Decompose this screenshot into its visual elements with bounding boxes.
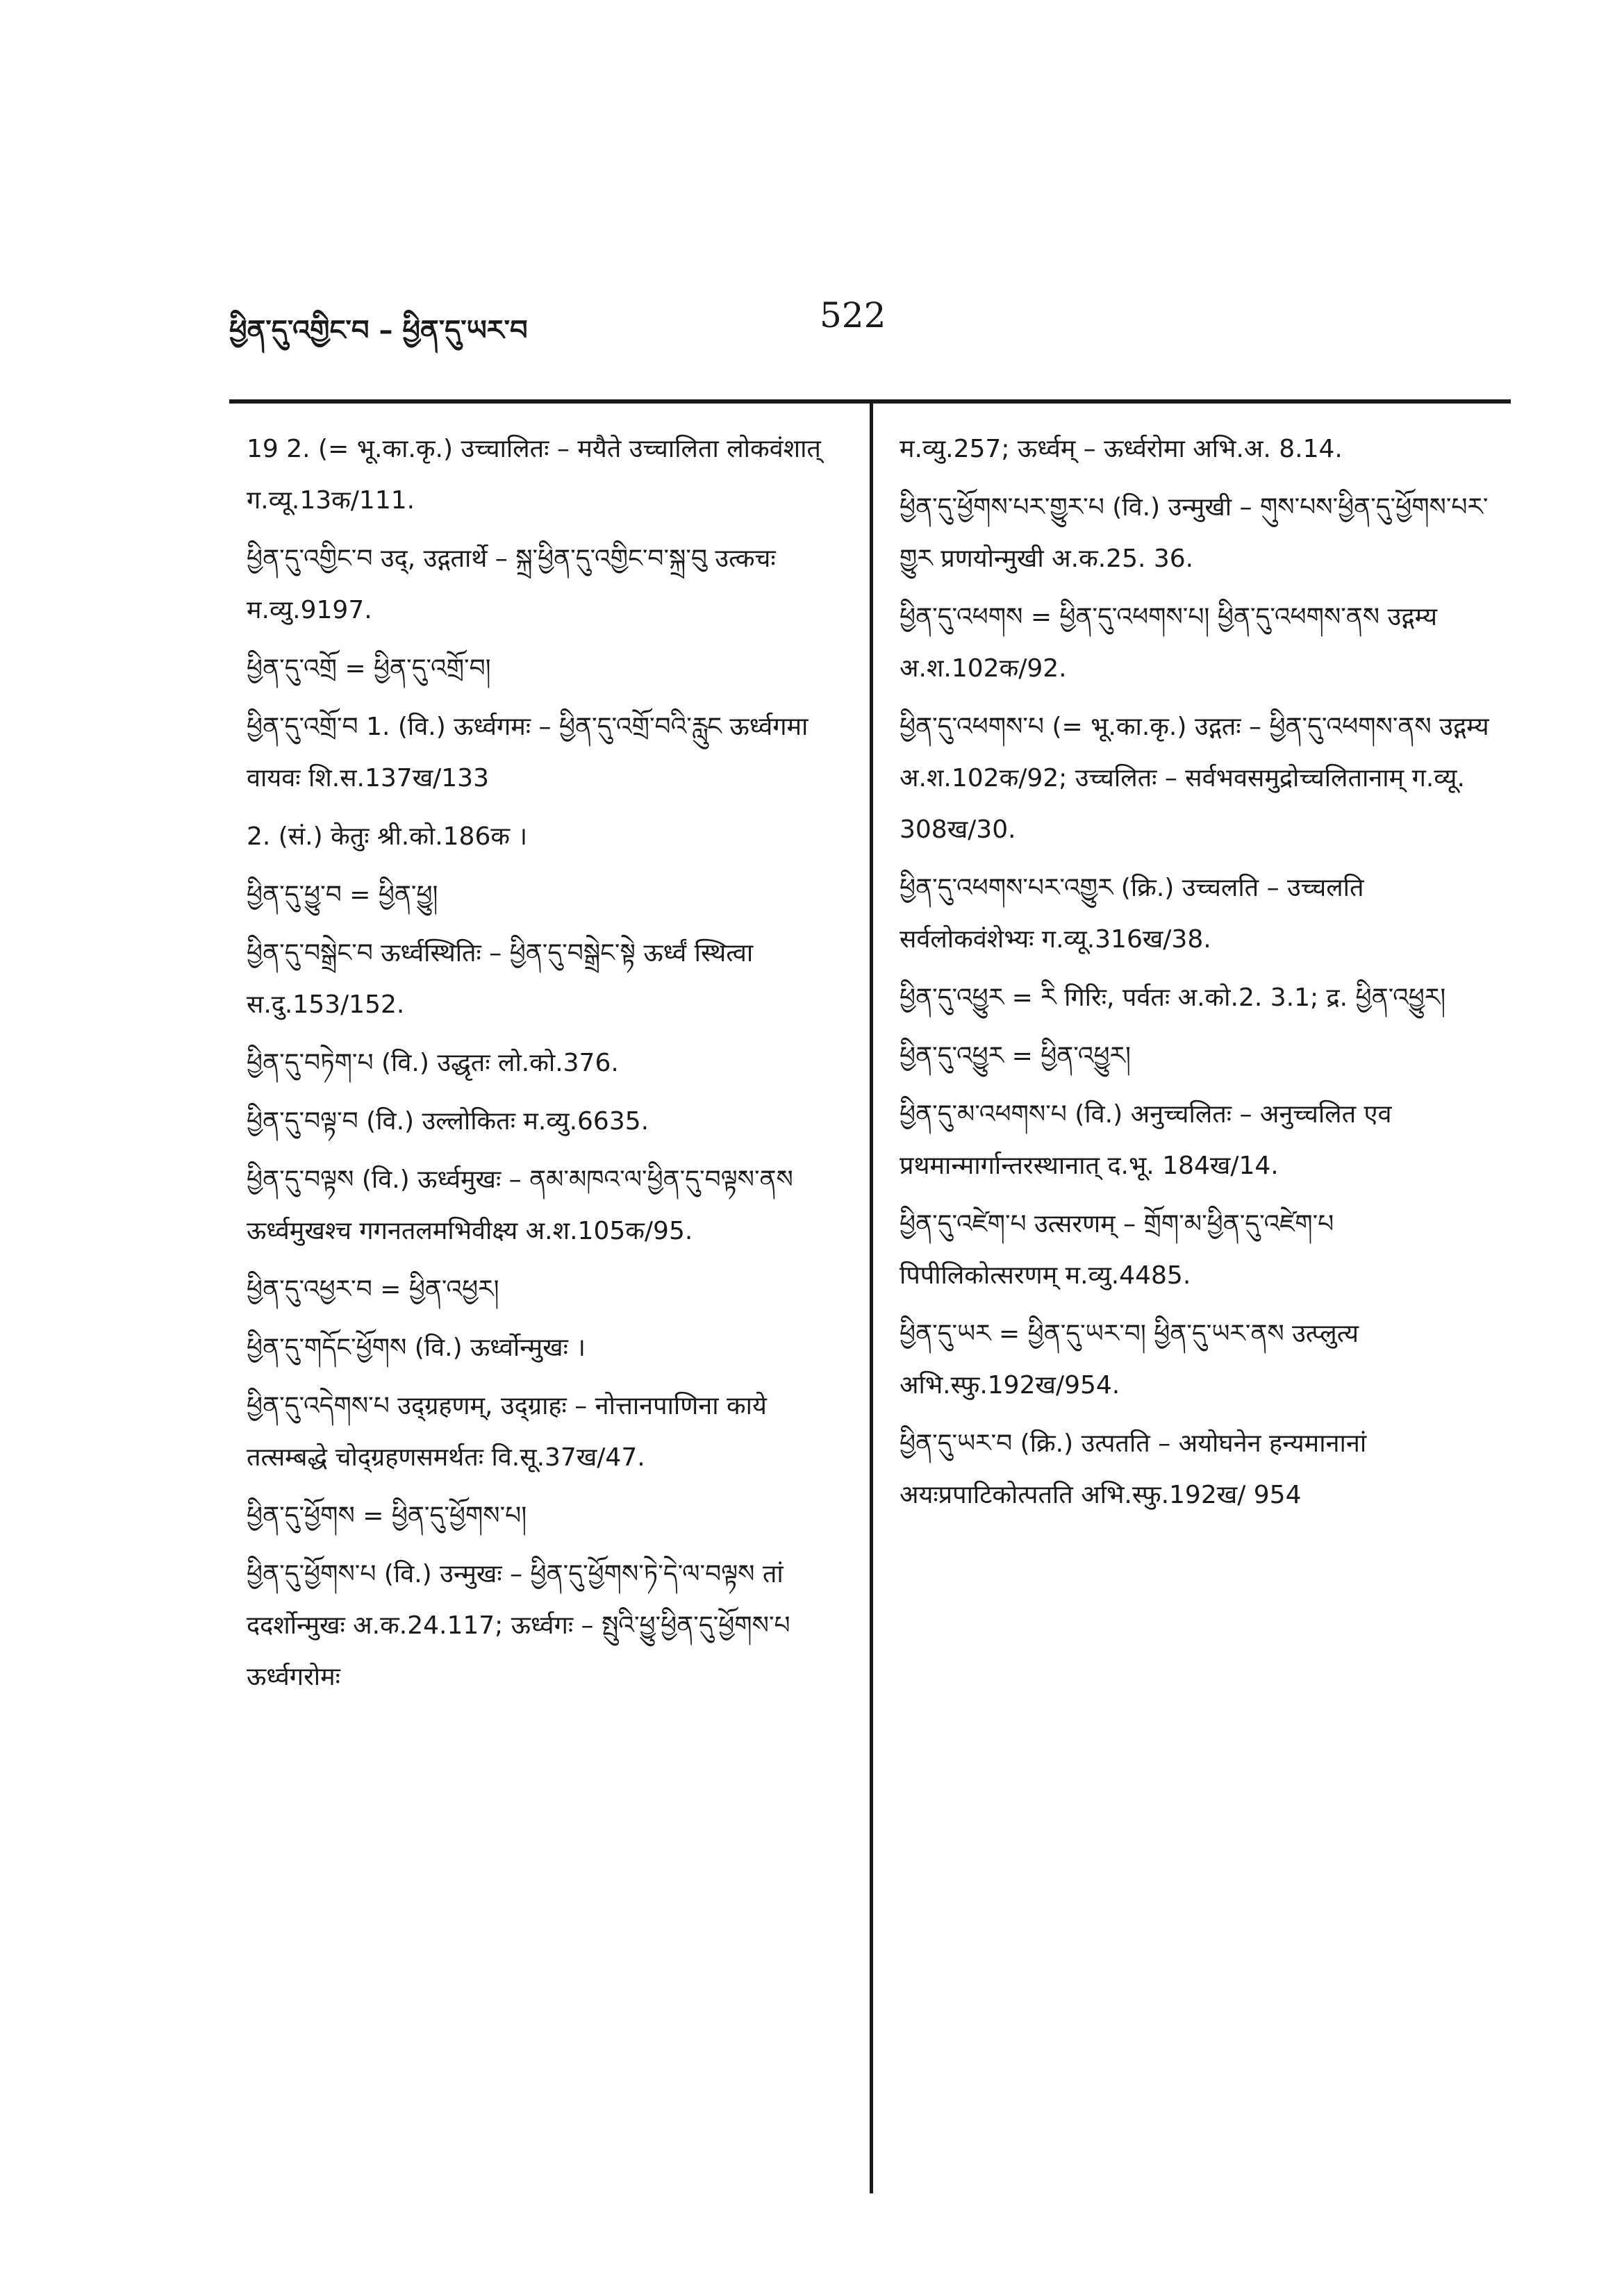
- dictionary-entry: ཕྱིན་དུ་བལྟས (वि.) ऊर्ध्वमुखः – ནམ་མཁའ་ལ་ཕྱིན་དུ་བལྟས་ནས ऊर्ध्वमुखश्च गगनतलमभिवीक्ष्य अ.श.105क/95.: [247, 1165, 793, 1245]
- dictionary-entry: ཕྱིན་དུ་འགྱིང་བ उद्, उद्गतार्थे – སྐྲ་ཕྱིན་དུ་འགྱིང་བ་སྐྲ་བུ उत्कचः म.व्यु.9197.: [247, 545, 776, 624]
- dictionary-entry: ཕྱིན་དུ་འཕྱར་བ = ཕྱིན་འཕྱར།: [247, 1275, 499, 1304]
- dictionary-entry: ཕྱིན་དུ་འཛེག་པ उत्सरणम् – གྲོག་མ་ཕྱིན་དུ་འཛེག་པ पिपीलिकोत्सरणम् म.व्यु.4485.: [900, 1210, 1334, 1290]
- running-header: ཕྱིན་དུ་འགྱིང་བ – ཕྱིན་དུ་ཡར་བ: [229, 315, 528, 347]
- dictionary-entry: ཕྱིན་དུ་ཕྱུ་བ = ཕྱིན་ཕྱུ།: [247, 881, 438, 909]
- dictionary-entry: ཕྱིན་དུ་ཕྱོགས་པར་གྱུར་པ (वि.) उन्मुखी – གུས་པས་ཕྱིན་དུ་ཕྱོགས་པར་གྱུར प्रणयोन्मुखी अ.क.25. 36.: [900, 493, 1489, 573]
- dictionary-entry: ཕྱིན་དུ་བསྒྲེང་བ ऊर्ध्वस्थितिः – ཕྱིན་དུ་བསྒྲེང་སྟེ ऊर्ध्वं स्थित्वा स.दु.153/152.: [247, 939, 754, 1019]
- dictionary-entry: ཕྱིན་དུ་བཏེག་པ (वि.) उद्धृतः लो.को.376.: [247, 1049, 619, 1077]
- dictionary-entry: ཕྱིན་དུ་བལྟ་བ (वि.) उल्लोकितः म.व्यु.6635.: [247, 1107, 649, 1136]
- dictionary-entry: ཕྱིན་དུ་ཕྱོགས = ཕྱིན་དུ་ཕྱོགས་པ།: [247, 1502, 527, 1530]
- dictionary-entry: ཕྱིན་དུ་འཕྱུར = ཕྱིན་འཕྱུར།: [900, 1042, 1131, 1070]
- dictionary-entry: ཕྱིན་དུ་འགྲོ = ཕྱིན་དུ་འགྲོ་བ།: [247, 654, 491, 683]
- dictionary-entry: ཕྱིན་དུ་འདེགས་པ उद्ग्रहणम्, उद्ग्राहः – नोत्तानपाणिना काये तत्सम्बद्धे चोद्ग्रहणसमर्थतः वि.सू.37ख/47.: [247, 1392, 767, 1472]
- dictionary-entry: ཕྱིན་དུ་འཕགས་པ (= भू.का.कृ.) उद्गतः – ཕྱིན་དུ་འཕགས་ནས उद्गम्य अ.श.102क/92; उच्चलितः – सर्वभवसमुद्रोच्चलितानाम् ग.व्यू. 308ख/30.: [900, 713, 1489, 844]
- dictionary-entry: ཕྱིན་དུ་འགྲོ་བ 1. (वि.) ऊर्ध्वगमः – ཕྱིན་དུ་འགྲོ་བའི་རླུང ऊर्ध्वगमा वायवः शि.स.137ख/133: [247, 713, 809, 792]
- dictionary-entry: म.व्यु.257; ऊर्ध्वम् – ऊर्ध्वरोमा अभि.अ. 8.14.: [900, 435, 1343, 463]
- dictionary-entry: ཕྱིན་དུ་འཕྱུར = རི गिरिः, पर्वतः अ.को.2. 3.1; द्र. ཕྱིན་འཕྱུར།: [900, 983, 1446, 1012]
- dictionary-entry: ཕྱིན་དུ་འཕགས་པར་འགྱུར (क्रि.) उच्चलति – उच्चलति सर्वलोकवंशेभ्यः ग.व्यू.316ख/38.: [900, 874, 1364, 954]
- left-column: [247, 424, 844, 1710]
- page-number: 522: [820, 295, 886, 335]
- dictionary-entry: ཕྱིན་དུ་གདོང་ཕྱོགས (वि.) ऊर्ध्वोन्मुखः ।: [247, 1334, 586, 1362]
- right-column: [900, 424, 1497, 1528]
- dictionary-entry: ཕྱིན་དུ་ཕྱོགས་པ (वि.) उन्मुखः – ཕྱིན་དུ་ཕྱོགས་ཏེ་དེ་ལ་བལྟས तां ददर्शोन्मुखः अ.क.24.117; ऊर्ध्वगः – སྤུའི་ཕྱུ་ཕྱིན་དུ་ཕྱོགས་པ ऊर्ध्वगरोमः: [247, 1560, 790, 1691]
- dictionary-entry: 2. (सं.) केतुः श्री.को.186क ।: [247, 822, 528, 851]
- dictionary-entry: ཕྱིན་དུ་ཡར = ཕྱིན་དུ་ཡར་བ། ཕྱིན་དུ་ཡར་ནས उत्प्लुत्य अभि.स्फु.192ख/954.: [900, 1320, 1359, 1400]
- dictionary-entry: ཕྱིན་དུ་མ་འཕགས་པ (वि.) अनुच्चलितः – अनुच्चलित एव प्रथमान्मार्गान्तरस्थानात् द.भू. 184ख/14.: [900, 1100, 1392, 1180]
- column-divider: [870, 401, 873, 2193]
- dictionary-entry: ཕྱིན་དུ་འཕགས = ཕྱིན་དུ་འཕགས་པ། ཕྱིན་དུ་འཕགས་ནས उद्गम्य अ.श.102क/92.: [900, 603, 1438, 683]
- dictionary-entry: ཕྱིན་དུ་ཡར་བ (क्रि.) उत्पतति – अयोघनेन हन्यमानानां अयःप्रपाटिकोत्पतति अभि.स्फु.192ख/ 954: [900, 1429, 1367, 1509]
- dictionary-entry: 19 2. (= भू.का.कृ.) उच्चालितः – मयैते उच्चालिता लोकवंशात् ग.व्यू.13क/111.: [247, 435, 821, 515]
